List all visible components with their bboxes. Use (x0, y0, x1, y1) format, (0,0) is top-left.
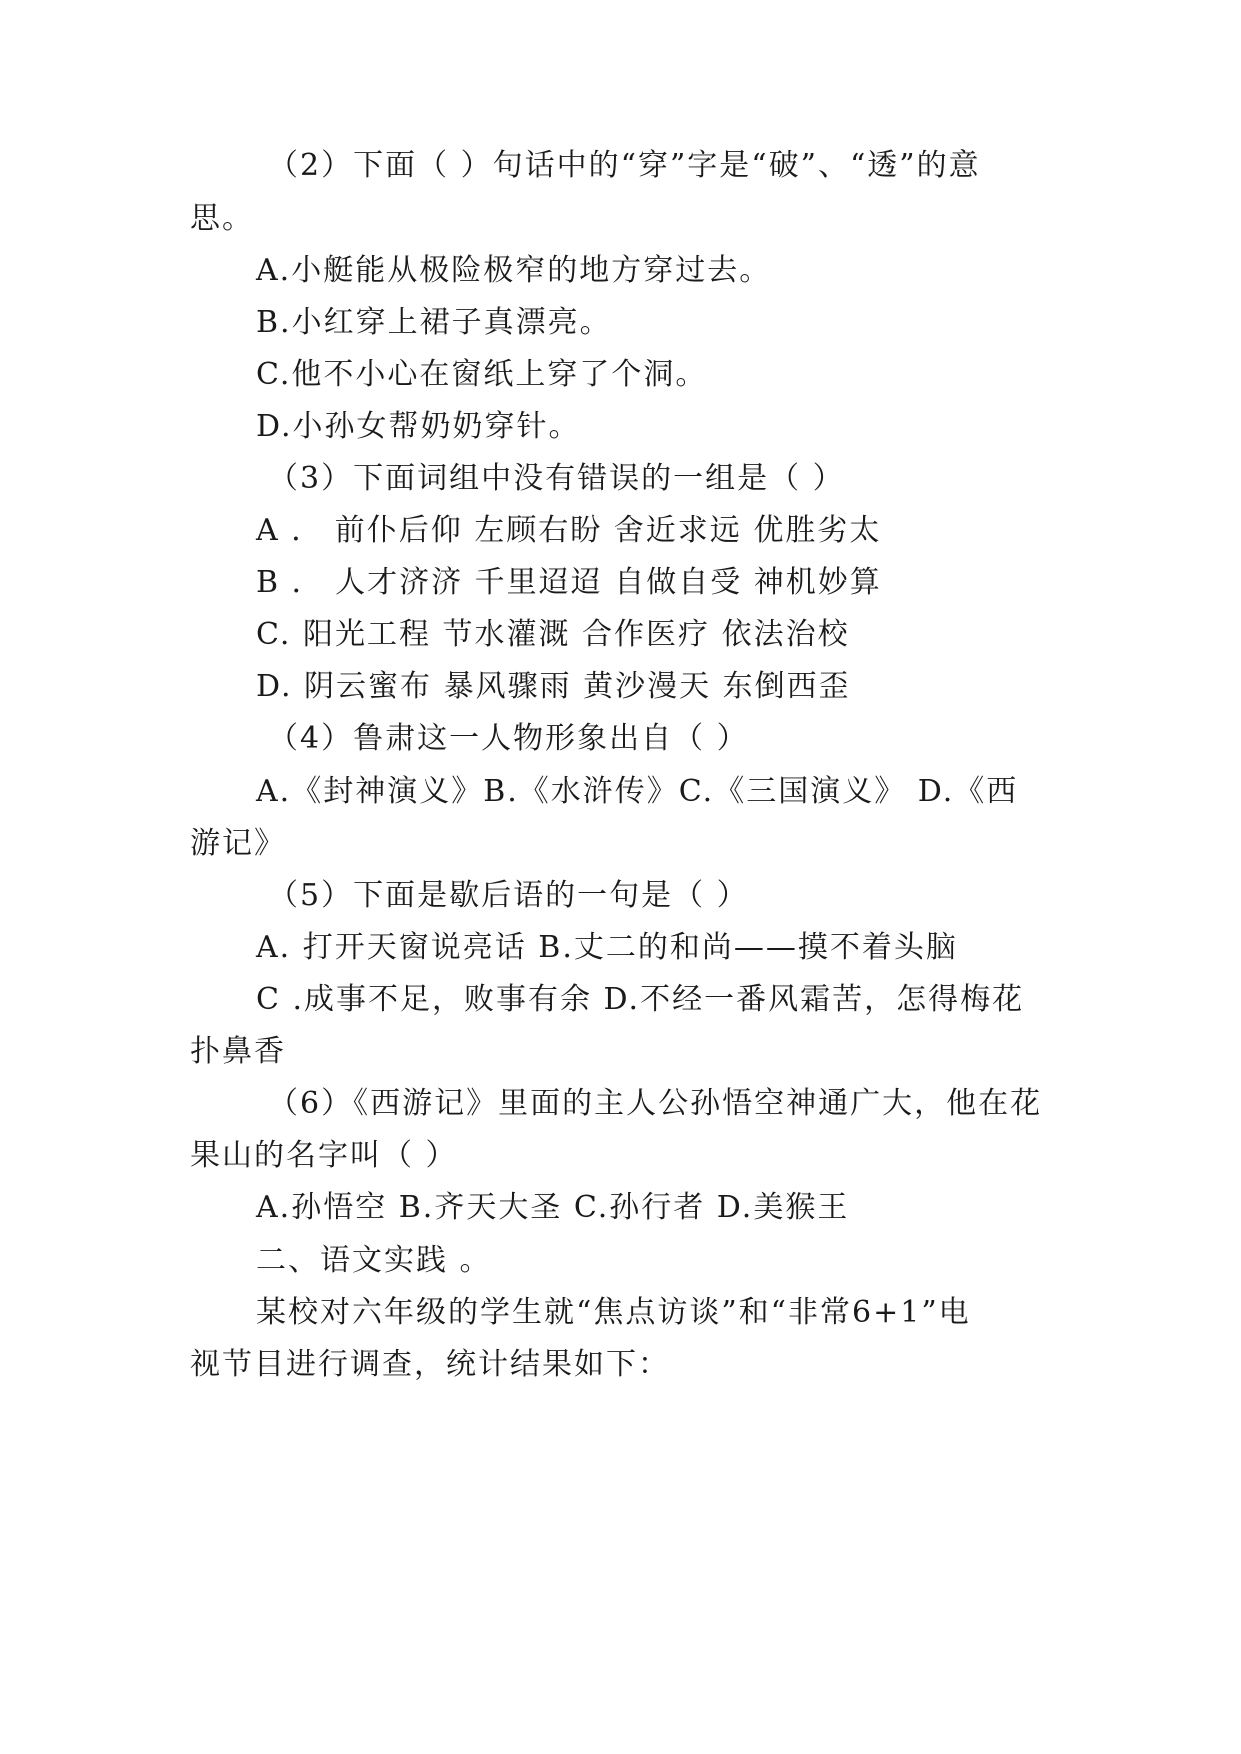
question-2-option-b: B.小红穿上裙子真漂亮。 (256, 305, 612, 340)
question-3-option-d: D. 阴云蜜布 暴风骤雨 黄沙漫天 东倒西歪 (256, 669, 851, 704)
question-4-options: A.《封神演义》B.《水浒传》C.《三国演义》 D.《西 (256, 774, 1019, 809)
question-2-stem: （2）下面（ ）句话中的“穿”字是“破”、“透”的意 (268, 148, 981, 183)
question-3-option-a: A ． 前仆后仰 左顾右盼 舍近求远 优胜劣太 (256, 513, 882, 548)
question-4-stem: （4）鲁肃这一人物形象出自（ ） (268, 721, 749, 756)
question-3-option-b: B ． 人才济济 千里迢迢 自做自受 神机妙算 (256, 565, 882, 600)
question-2-option-a: A.小艇能从极险极窄的地方穿过去。 (256, 253, 772, 288)
section-2-heading: 二、语文实践 。 (256, 1243, 492, 1278)
section-2-paragraph-cont: 视节目进行调查，统计结果如下： (190, 1347, 670, 1382)
question-2-option-c: C.他不小心在窗纸上穿了个洞。 (256, 357, 708, 392)
question-4-options-cont: 游记》 (190, 826, 286, 861)
question-6-options: A.孙悟空 B.齐天大圣 C.孙行者 D.美猴王 (256, 1190, 850, 1225)
section-2-paragraph: 某校对六年级的学生就“焦点访谈”和“非常6+1”电 (256, 1295, 971, 1330)
question-6-stem-cont: 果山的名字叫（ ） (190, 1138, 458, 1173)
question-3-option-c: C. 阳光工程 节水灌溉 合作医疗 依法治校 (256, 617, 850, 652)
question-3-stem: （3）下面词组中没有错误的一组是（ ） (268, 461, 845, 496)
question-5-options-ab: A. 打开天窗说亮话 B.丈二的和尚——摸不着头脑 (256, 930, 958, 965)
question-2-option-d: D.小孙女帮奶奶穿针。 (256, 409, 581, 444)
question-5-options-cd: C .成事不足，败事有余 D.不经一番风霜苦，怎得梅花 (256, 982, 1025, 1017)
question-5-options-cont: 扑鼻香 (190, 1034, 286, 1069)
question-2-stem-cont: 思。 (190, 201, 254, 236)
question-6-stem: （6）《西游记》里面的主人公孙悟空神通广大，他在花 (268, 1086, 1043, 1121)
question-5-stem: （5）下面是歇后语的一句是（ ） (268, 878, 749, 913)
